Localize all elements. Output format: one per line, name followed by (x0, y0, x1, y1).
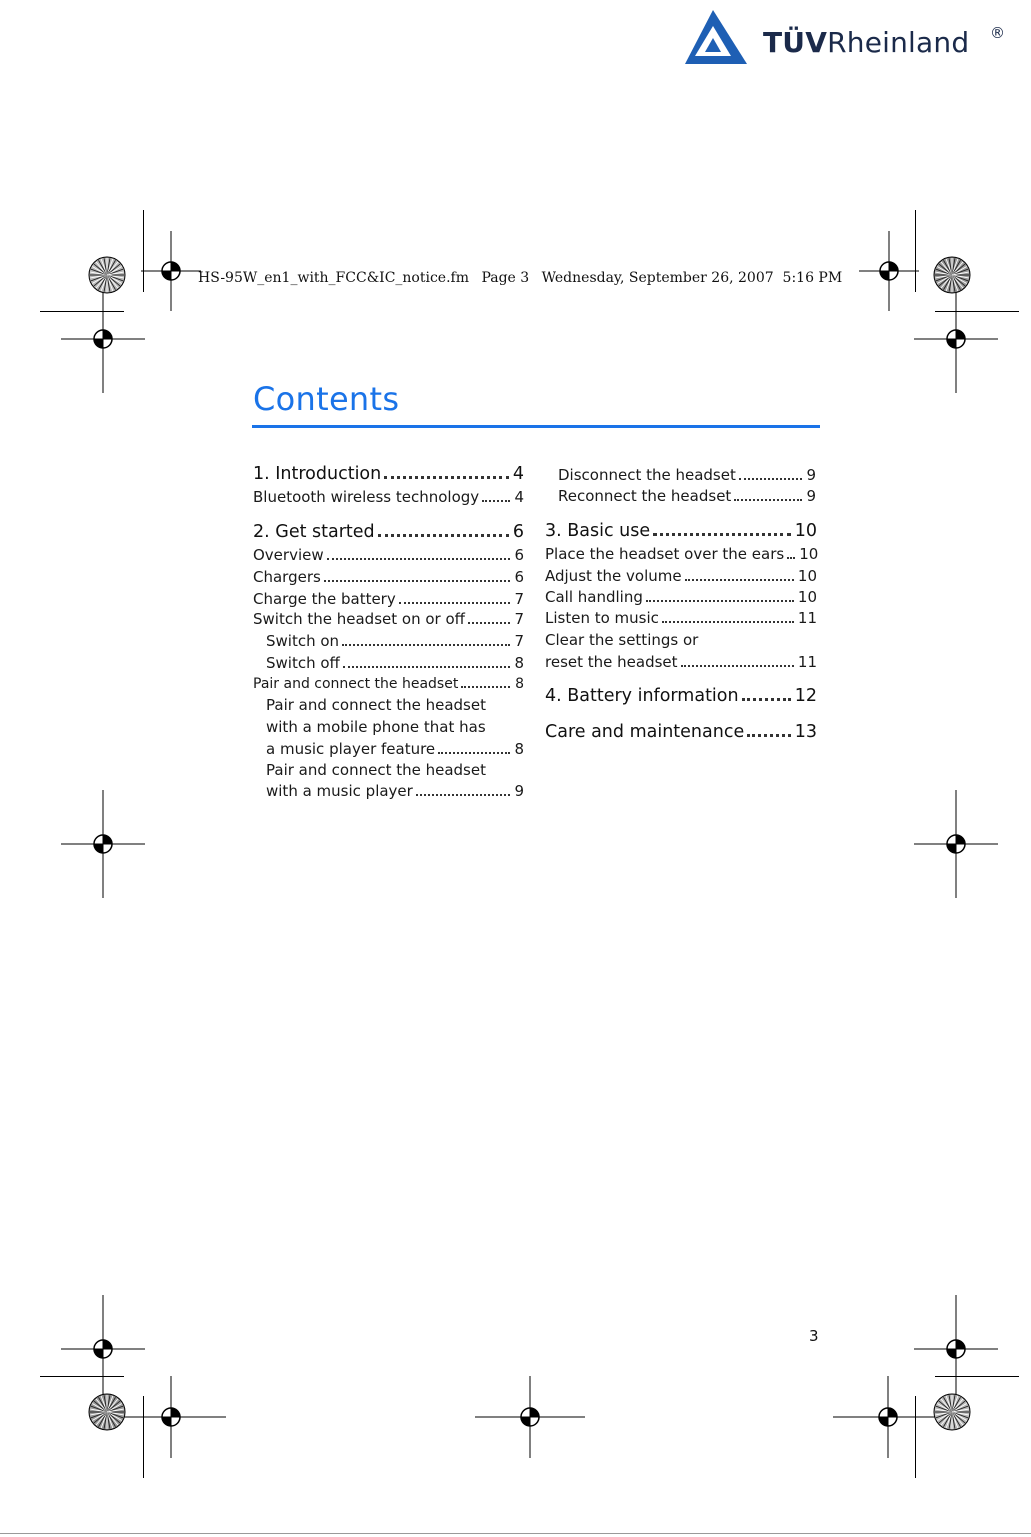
registration-mark-icon (914, 285, 998, 393)
toc-entry-page: 7 (514, 590, 524, 608)
toc-entry-label: Call handling (545, 588, 643, 606)
registration-mark-icon (116, 1376, 226, 1458)
toc-leader (384, 476, 509, 479)
registration-mark-icon (61, 285, 145, 393)
starburst-target-icon (88, 1393, 126, 1431)
print-page: Page 3 (481, 270, 530, 286)
toc-entry[interactable] (253, 676, 524, 692)
toc-leader (324, 580, 510, 582)
toc-leader (681, 665, 794, 667)
toc-entry-page: 4 (514, 488, 524, 506)
toc-entry-page: 7 (514, 610, 524, 628)
toc-entry-page: 10 (797, 588, 817, 606)
toc-entry-page: 11 (797, 653, 817, 671)
toc-leader (343, 666, 510, 668)
toc-entry-label: Listen to music (545, 609, 659, 627)
toc-entry[interactable] (253, 590, 524, 608)
toc-leader (662, 621, 794, 623)
toc-entry-page: 7 (514, 632, 524, 650)
registration-mark-icon (141, 231, 201, 311)
toc-leader (342, 644, 510, 646)
toc-entry[interactable] (545, 686, 817, 706)
toc-leader (747, 734, 791, 737)
toc-entry-label: Place the headset over the ears (545, 545, 785, 563)
toc-entry[interactable] (253, 488, 524, 506)
logo-brand-bold: TÜV (763, 26, 828, 59)
toc-entry-page: 8 (515, 676, 524, 692)
toc-entry-page: 9 (806, 466, 816, 484)
toc-entry[interactable] (545, 722, 817, 742)
toc-entry[interactable] (253, 610, 524, 628)
toc-leader (685, 579, 794, 581)
toc-leader (416, 794, 510, 796)
bottom-border (0, 1533, 1031, 1534)
toc-leader (468, 622, 510, 624)
toc-entry[interactable] (253, 522, 524, 542)
toc-entry[interactable] (545, 653, 817, 671)
toc-entry[interactable] (253, 464, 524, 484)
toc-entry-label: Switch on (266, 632, 340, 650)
toc-entry-label: Disconnect the headset (558, 466, 736, 484)
toc-leader (438, 752, 510, 754)
toc-entry-label: 4. Battery information (545, 686, 739, 706)
toc-entry-label: Switch off (266, 654, 340, 672)
toc-entry[interactable] (558, 466, 816, 484)
print-filename: HS-95W_en1_with_FCC&IC_notice.fm (198, 270, 469, 286)
toc-leader (742, 698, 791, 701)
tuv-rheinland-logo (683, 8, 1013, 68)
toc-entry-label: Care and maintenance (545, 722, 745, 742)
toc-entry[interactable] (545, 588, 817, 606)
toc-leader (399, 602, 510, 604)
print-timestamp: Wednesday, September 26, 2007 5:16 PM (541, 270, 843, 286)
registration-mark-icon (833, 1376, 943, 1458)
toc-entry-label: 3. Basic use (545, 521, 651, 541)
starburst-target-icon (88, 256, 126, 294)
registration-mark-icon (914, 790, 998, 898)
toc-entry[interactable] (266, 740, 524, 758)
toc-entry-label: a music player feature (266, 740, 436, 758)
toc-entry-label: Switch the headset on or off (253, 610, 465, 628)
toc-leader (378, 534, 509, 537)
toc-entry-label: Adjust the volume (545, 567, 682, 585)
starburst-target-icon (933, 1393, 971, 1431)
toc-entry[interactable] (558, 487, 816, 505)
toc-entry-page: 4 (512, 464, 524, 484)
toc-entry-page: 8 (514, 654, 524, 672)
toc-entry-line: Clear the settings or (545, 631, 699, 649)
toc-entry-page: 9 (514, 782, 524, 800)
toc-entry-page: 6 (514, 546, 524, 564)
toc-entry-line: Pair and connect the headset (266, 761, 486, 779)
toc-leader (327, 558, 510, 560)
logo-registered-mark: ® (990, 24, 1005, 42)
page-number: 3 (809, 1327, 819, 1345)
toc-entry-page: 10 (797, 567, 817, 585)
toc-entry-page: 6 (514, 568, 524, 586)
toc-entry[interactable] (545, 609, 817, 627)
toc-entry-page: 10 (799, 545, 819, 563)
tuv-triangle-icon (683, 8, 753, 68)
toc-entry[interactable] (266, 632, 524, 650)
toc-entry-label: Charge the battery (253, 590, 396, 608)
print-header (198, 270, 850, 286)
registration-mark-icon (859, 231, 919, 311)
logo-wordmark (763, 26, 969, 59)
toc-entry-page: 10 (794, 521, 817, 541)
toc-leader (482, 500, 510, 502)
toc-leader (646, 600, 794, 602)
toc-leader (653, 533, 791, 536)
toc-entry-label: Pair and connect the headset (253, 676, 459, 692)
toc-entry[interactable] (545, 521, 817, 541)
toc-entry-label: Reconnect the headset (558, 487, 732, 505)
toc-leader (734, 499, 802, 501)
registration-mark-icon (475, 1376, 585, 1458)
toc-entry-label: Chargers (253, 568, 321, 586)
starburst-target-icon (933, 256, 971, 294)
toc-entry[interactable] (266, 654, 524, 672)
toc-entry-line: Pair and connect the headset (266, 696, 486, 714)
toc-leader (787, 557, 795, 559)
toc-entry[interactable] (545, 545, 817, 563)
toc-entry-page: 9 (806, 487, 816, 505)
toc-entry[interactable] (545, 567, 817, 585)
registration-mark-icon (61, 790, 145, 898)
title-rule (252, 425, 820, 428)
toc-entry-label: with a music player (266, 782, 413, 800)
toc-entry-page: 12 (794, 686, 817, 706)
toc-entry[interactable] (253, 568, 524, 586)
toc-entry-page: 6 (512, 522, 524, 542)
toc-entry-label: Overview (253, 546, 324, 564)
toc-leader (461, 686, 510, 688)
toc-leader (739, 478, 802, 480)
page-title: Contents (253, 380, 400, 418)
toc-entry-label: 2. Get started (253, 522, 375, 542)
toc-entry-page: 8 (514, 740, 524, 758)
toc-entry-label: reset the headset (545, 653, 678, 671)
toc-entry[interactable] (266, 782, 524, 800)
toc-entry-line: with a mobile phone that has (266, 718, 486, 736)
toc-entry-page: 11 (797, 609, 817, 627)
logo-brand-regular: Rheinland (827, 26, 970, 59)
toc-entry[interactable] (253, 546, 524, 564)
toc-entry-label: 1. Introduction (253, 464, 382, 484)
toc-entry-page: 13 (794, 722, 817, 742)
toc-entry-label: Bluetooth wireless technology (253, 488, 480, 506)
